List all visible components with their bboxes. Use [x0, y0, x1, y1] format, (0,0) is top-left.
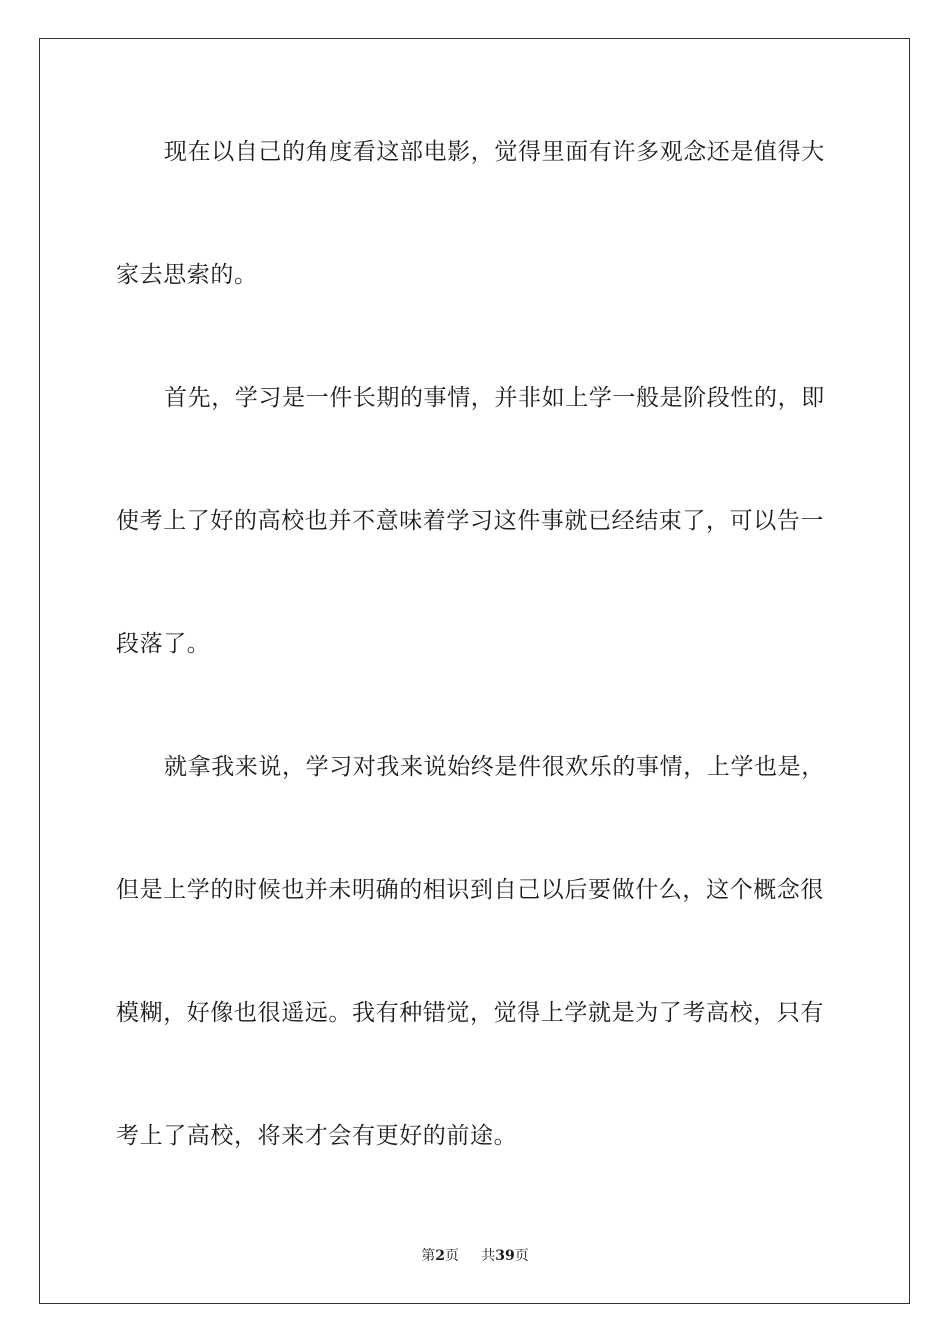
page-prefix: 第 — [421, 1248, 436, 1264]
paragraph-line: 家去思索的。 — [116, 262, 258, 288]
total-prefix: 共 — [481, 1248, 496, 1264]
paragraph-line: 但是上学的时候也并未明确的相识到自己以后要做什么，这个概念很 — [116, 877, 824, 903]
page-indicator — [421, 1248, 459, 1264]
paragraph-line: 就拿我来说，学习对我来说始终是件很欢乐的事情，上学也是， — [164, 754, 825, 780]
paragraph-line: 使考上了好的高校也并不意味着学习这件事就已经结束了，可以告一 — [116, 508, 824, 534]
total-pages: 39 — [495, 1248, 515, 1264]
paragraph-line: 段落了。 — [116, 631, 211, 657]
page-number: 2 — [435, 1248, 445, 1264]
paragraph-line: 考上了高校，将来才会有更好的前途。 — [116, 1123, 518, 1149]
paragraph-line: 模糊，好像也很遥远。我有种错觉，觉得上学就是为了考高校，只有 — [116, 1000, 824, 1026]
page-footer — [0, 1247, 950, 1265]
page-suffix: 页 — [445, 1248, 459, 1264]
page-border — [39, 38, 910, 1304]
paragraph-line: 现在以自己的角度看这部电影，觉得里面有许多观念还是值得大 — [164, 139, 825, 165]
total-suffix: 页 — [514, 1248, 529, 1264]
paragraph-line: 首先，学习是一件长期的事情，并非如上学一般是阶段性的，即 — [164, 385, 825, 411]
total-pages-indicator — [481, 1248, 528, 1264]
